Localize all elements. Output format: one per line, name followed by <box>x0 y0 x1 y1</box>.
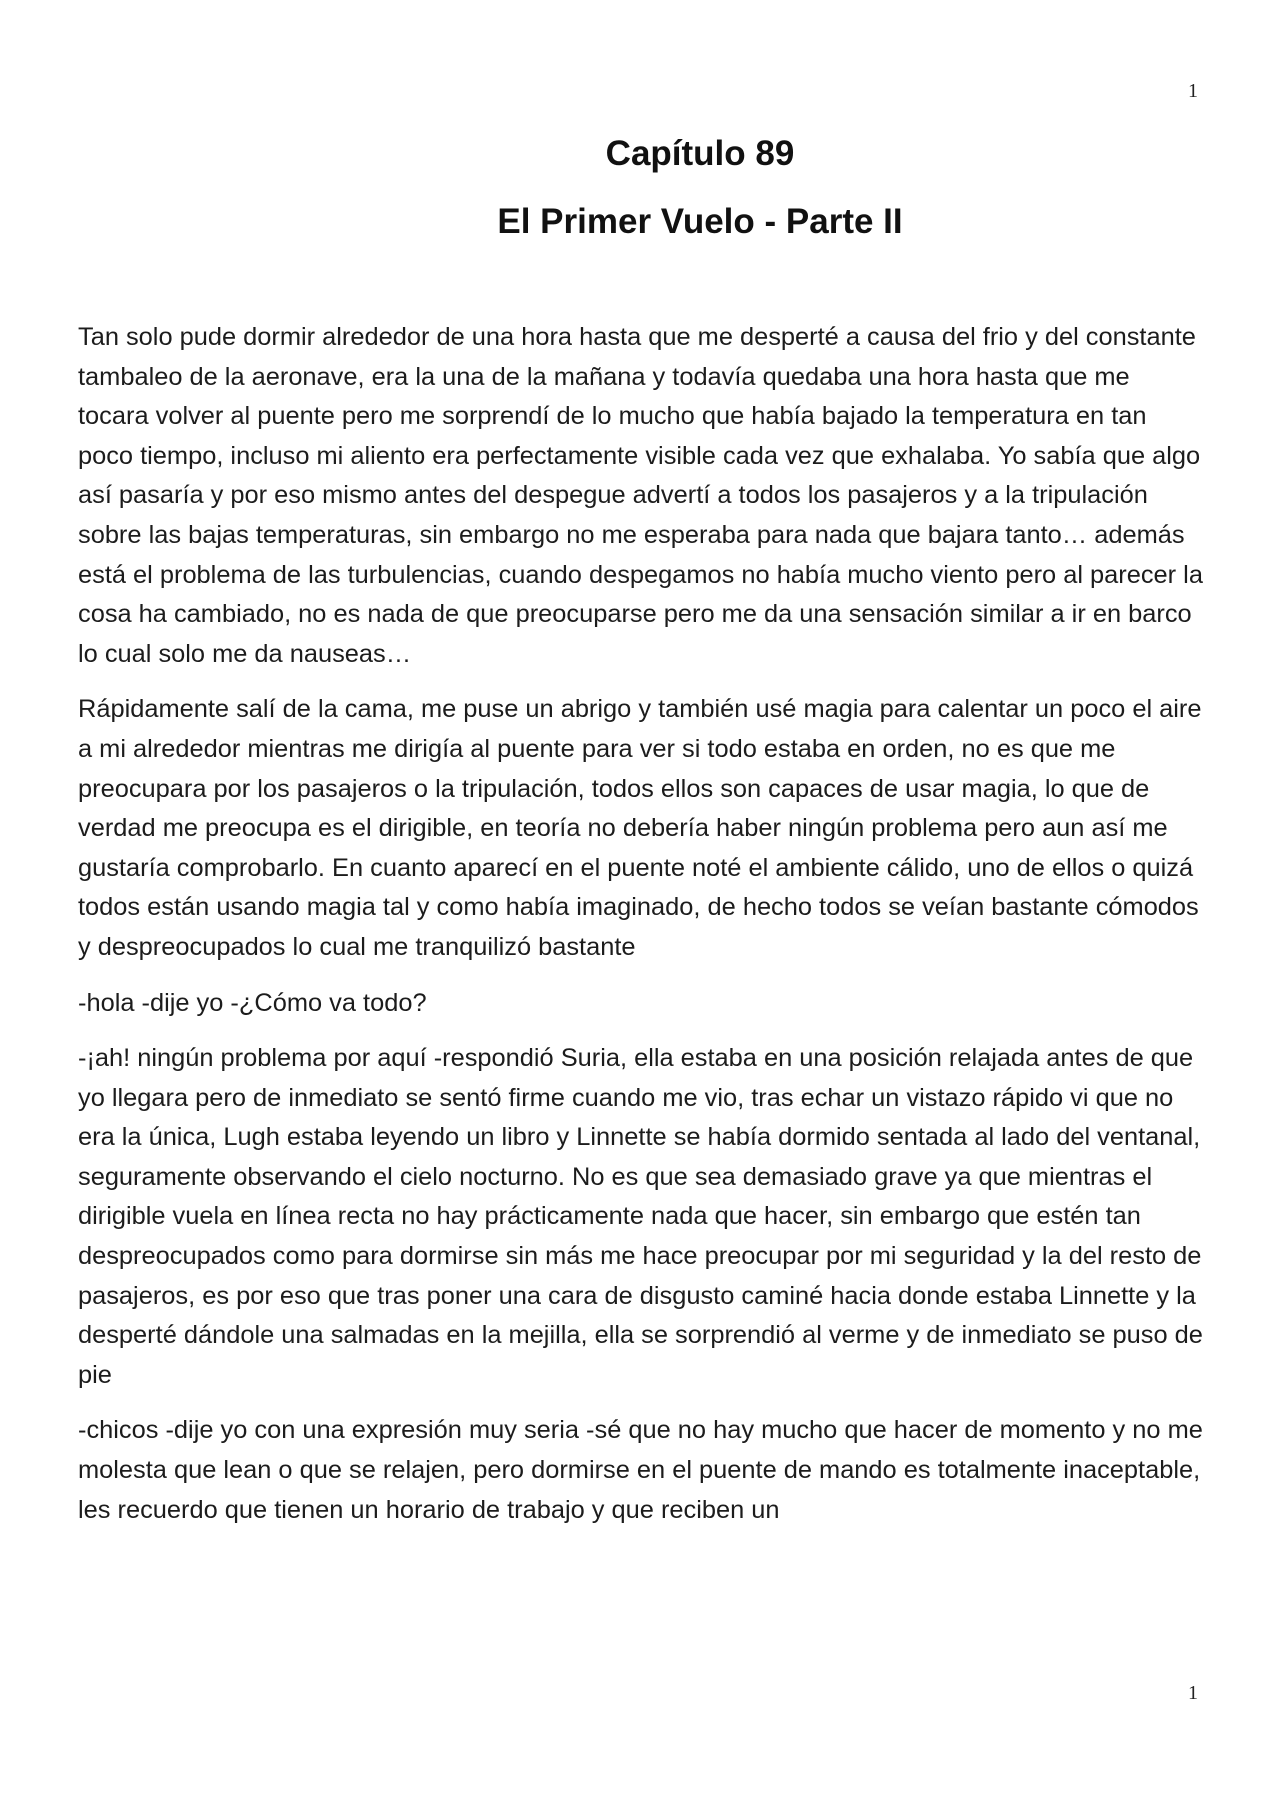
paragraph: -hola -dije yo -¿Cómo va todo? <box>78 988 427 1017</box>
page-number-bottom: 1 <box>1188 1682 1198 1704</box>
chapter-title: Capítulo 89 <box>605 134 795 173</box>
paragraph: -chicos -dije yo con una expresión muy seria -sé que no hay mucho que hacer de momento y no me molesta que lean o que se relajen, pero dormirse en el puente de mando es totalmente inaceptable, les recuerdo que tienen un horario de trabajo y que reciben un <box>78 1416 1203 1524</box>
page-number-top: 1 <box>1188 80 1198 102</box>
chapter-body <box>78 318 1206 1546</box>
paragraph: Rápidamente salí de la cama, me puse un abrigo y también usé magia para calentar un poco el aire a mi alrededor mientras me dirigía al puente para ver si todo estaba en orden, no es que me preocupara por los pasajeros o la tripulación, todos ellos son capaces de usar magia, lo que de verdad me preocupa es el dirigible, en teoría no debería haber ningún problema pero aun así me gustaría comprobarlo. En cuanto aparecí en el puente noté el ambiente cálido, uno de ellos o quizá todos están usando magia tal y como había imaginado, de hecho todos se veían bastante cómodos y despreocupados lo cual me tranquilizó bastante <box>78 695 1202 961</box>
chapter-subtitle: El Primer Vuelo - Parte II <box>497 202 903 241</box>
chapter-heading <box>0 128 1280 248</box>
paragraph: Tan solo pude dormir alrededor de una hora hasta que me desperté a causa del frio y del constante tambaleo de la aeronave, era la una de la mañana y todavía quedaba una hora hasta que me tocara volver al puente pero me sorprendí de lo mucho que había bajado la temperatura en tan poco tiempo, incluso mi aliento era perfectamente visible cada vez que exhalaba. Yo sabía que algo así pasaría y por eso mismo antes del despegue advertí a todos los pasajeros y a la tripulación sobre las bajas temperaturas, sin embargo no me esperaba para nada que bajara tanto… además está el problema de las turbulencias, cuando despegamos no había mucho viento pero al parecer la cosa ha cambiado, no es nada de que preocuparse pero me da una sensación similar a ir en barco lo cual solo me da nauseas… <box>78 323 1203 668</box>
paragraph: -¡ah! ningún problema por aquí -respondió Suria, ella estaba en una posición relajada antes de que yo llegara pero de inmediato se sentó firme cuando me vio, tras echar un vistazo rápido vi que no era la única, Lugh estaba leyendo un libro y Linnette se había dormido sentada al lado del ventanal, seguramente observando el cielo nocturno. No es que sea demasiado grave ya que mientras el dirigible vuela en línea recta no hay prácticamente nada que hacer, sin embargo que estén tan despreocupados como para dormirse sin más me hace preocupar por mi seguridad y la del resto de pasajeros, es por eso que tras poner una cara de disgusto caminé hacia donde estaba Linnette y la desperté dándole una salmadas en la mejilla, ella se sorprendió al verme y de inmediato se puso de pie <box>78 1044 1203 1389</box>
